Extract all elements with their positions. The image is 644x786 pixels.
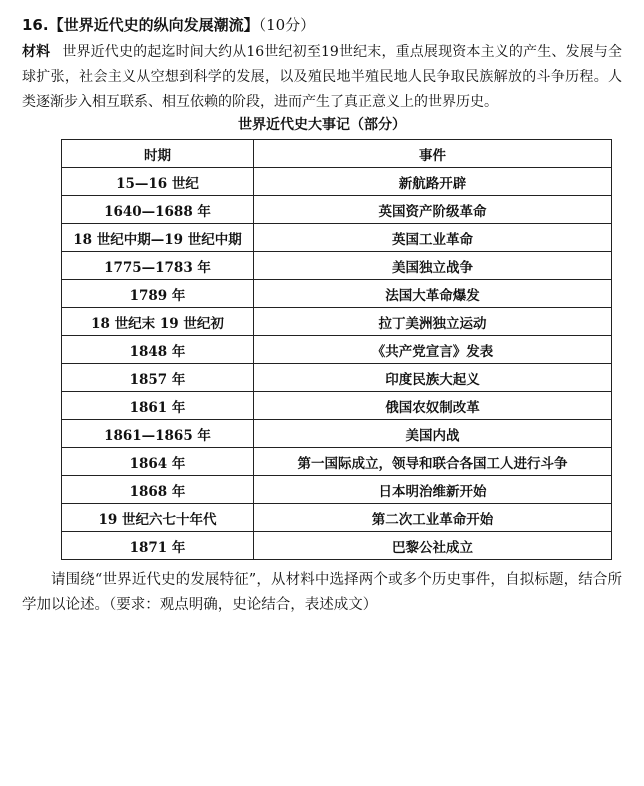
event-cell: 英国工业革命 bbox=[254, 224, 612, 252]
table-row bbox=[62, 336, 612, 364]
table-row bbox=[62, 308, 612, 336]
event-cell: 日本明治维新开始 bbox=[254, 476, 612, 504]
table-row bbox=[62, 168, 612, 196]
header-event: 事件 bbox=[254, 140, 612, 168]
material-text: 世界近代史的起迄时间大约从16世纪初至19世纪末，重点展现资本主义的产生、发展与全球扩张，社会主义从空想到科学的发展，以及殖民地半殖民地人民争取民族解放的斗争历程。人类逐渐步入相互联系、相互依赖的阶段，进而产生了真正意义上的世界历史。 bbox=[22, 44, 622, 110]
period-cell: 1871 年 bbox=[62, 532, 254, 560]
event-cell: 第一国际成立，领导和联合各国工人进行斗争 bbox=[254, 448, 612, 476]
table-row bbox=[62, 252, 612, 280]
period-cell: 1868 年 bbox=[62, 476, 254, 504]
event-cell: 新航路开辟 bbox=[254, 168, 612, 196]
table-row bbox=[62, 532, 612, 560]
period-cell: 1848 年 bbox=[62, 336, 254, 364]
period-cell: 15—16 世纪 bbox=[62, 168, 254, 196]
period-cell: 18 世纪中期—19 世纪中期 bbox=[62, 224, 254, 252]
table-row bbox=[62, 196, 612, 224]
table-title: 世界近代史大事记（部分） bbox=[238, 117, 406, 133]
events-table bbox=[61, 139, 612, 560]
event-cell: 俄国农奴制改革 bbox=[254, 392, 612, 420]
question-title: 【世界近代史的纵向发展潮流】 bbox=[48, 16, 259, 34]
table-row bbox=[62, 224, 612, 252]
table-row bbox=[62, 392, 612, 420]
period-cell: 1861—1865 年 bbox=[62, 420, 254, 448]
period-cell: 1775—1783 年 bbox=[62, 252, 254, 280]
event-cell: 美国独立战争 bbox=[254, 252, 612, 280]
essay-prompt: 请围绕“世界近代史的发展特征”，从材料中选择两个或多个历史事件，自拟标题，结合所学加以论述。（要求：观点明确，史论结合，表述成文） bbox=[22, 572, 622, 613]
table-row bbox=[62, 280, 612, 308]
event-cell: 英国资产阶级革命 bbox=[254, 196, 612, 224]
question-header bbox=[22, 14, 315, 36]
table-row bbox=[62, 504, 612, 532]
table-row bbox=[62, 364, 612, 392]
event-cell: 《共产党宣言》发表 bbox=[254, 336, 612, 364]
period-cell: 1789 年 bbox=[62, 280, 254, 308]
material-paragraph bbox=[22, 40, 622, 115]
table-row bbox=[62, 448, 612, 476]
question-number: 16. bbox=[22, 16, 49, 34]
material-label: 材料 bbox=[22, 44, 51, 60]
event-cell: 拉丁美洲独立运动 bbox=[254, 308, 612, 336]
question-score: （10分） bbox=[258, 16, 316, 34]
table-header-row bbox=[62, 140, 612, 168]
event-cell: 第二次工业革命开始 bbox=[254, 504, 612, 532]
period-cell: 19 世纪六七十年代 bbox=[62, 504, 254, 532]
period-cell: 1640—1688 年 bbox=[62, 196, 254, 224]
period-cell: 18 世纪末 19 世纪初 bbox=[62, 308, 254, 336]
event-cell: 巴黎公社成立 bbox=[254, 532, 612, 560]
period-cell: 1864 年 bbox=[62, 448, 254, 476]
event-cell: 法国大革命爆发 bbox=[254, 280, 612, 308]
header-period: 时期 bbox=[62, 140, 254, 168]
event-cell: 印度民族大起义 bbox=[254, 364, 612, 392]
period-cell: 1861 年 bbox=[62, 392, 254, 420]
table-row bbox=[62, 476, 612, 504]
table-row bbox=[62, 420, 612, 448]
period-cell: 1857 年 bbox=[62, 364, 254, 392]
event-cell: 美国内战 bbox=[254, 420, 612, 448]
